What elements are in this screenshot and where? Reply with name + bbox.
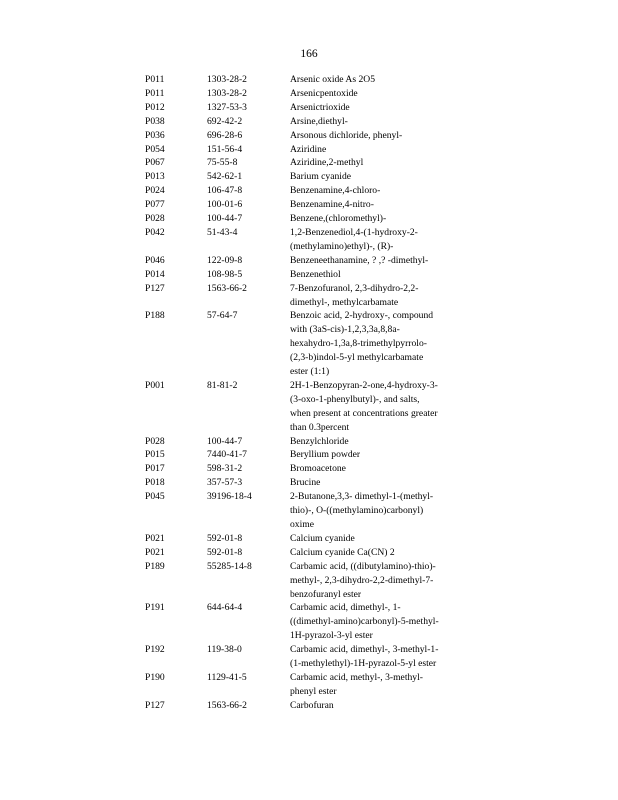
substance-name: Arsine,diethyl- <box>290 115 348 127</box>
cas-number: 100-44-7 <box>207 213 243 225</box>
entry-row <box>145 198 485 212</box>
waste-code: P189 <box>145 560 165 572</box>
cas-number: 106-47-8 <box>207 185 243 197</box>
waste-code: P014 <box>145 268 165 280</box>
entry-row <box>145 699 485 713</box>
waste-code: P190 <box>145 671 165 683</box>
waste-code: P017 <box>145 463 165 475</box>
substance-name: Benzoic acid, 2-hydroxy-, compound with (3aS-cis)-1,2,3,3a,8,8a- hexahydro-1,3a,8-trimethylpyrrolo- (2,3-b)indol-5-yl methylcarbamate ester (1:1) <box>290 310 434 378</box>
entry-row <box>145 560 485 602</box>
cas-number: 55285-14-8 <box>207 560 252 572</box>
cas-number: 57-64-7 <box>207 310 238 322</box>
waste-code: P028 <box>145 435 165 447</box>
substance-name: Carbamic acid, dimethyl-, 3-methyl-1- (1-methylethyl)-1H-pyrazol-5-yl ester <box>290 644 439 670</box>
cas-number: 644-64-4 <box>207 602 243 614</box>
cas-number: 692-42-2 <box>207 115 243 127</box>
waste-code: P077 <box>145 199 165 211</box>
cas-number: 1303-28-2 <box>207 74 247 85</box>
waste-code: P015 <box>145 449 165 461</box>
substance-name: Benzenethiol <box>290 268 341 280</box>
substance-name: 7-Benzofuranol, 2,3-dihydro-2,2- dimethyl-, methylcarbamate <box>290 282 419 308</box>
waste-code: P036 <box>145 129 165 141</box>
waste-code: P191 <box>145 602 165 614</box>
cas-number: 1129-41-5 <box>207 671 247 683</box>
cas-number: 1327-53-3 <box>207 101 247 113</box>
entry-row <box>145 671 485 699</box>
substance-name: Brucine <box>290 477 321 489</box>
entry-row <box>145 212 485 226</box>
waste-code: P001 <box>145 379 165 391</box>
cas-number: 696-28-6 <box>207 129 243 141</box>
cas-number: 122-09-8 <box>207 254 243 266</box>
substance-name: 2H-1-Benzopyran-2-one,4-hydroxy-3- (3-oxo-1-phenylbutyl)-, and salts, when present at concentrations greater than 0.3percent <box>290 379 438 433</box>
entry-row <box>145 448 485 462</box>
entry-row <box>145 435 485 449</box>
waste-code: P012 <box>145 101 165 113</box>
waste-code: P127 <box>145 282 165 294</box>
waste-code: P011 <box>145 87 165 99</box>
substance-name: Arsenicpentoxide <box>290 87 358 99</box>
waste-code: P127 <box>145 699 165 711</box>
cas-number: 39196-18-4 <box>207 491 252 503</box>
substance-name: Bromoacetone <box>290 463 346 475</box>
entry-row <box>145 254 485 268</box>
cas-number: 1563-66-2 <box>207 699 247 711</box>
cas-number: 100-01-6 <box>207 199 243 211</box>
waste-code: P011 <box>145 74 165 85</box>
cas-number: 100-44-7 <box>207 435 243 447</box>
entry-row <box>145 546 485 560</box>
cas-number: 51-43-4 <box>207 226 238 238</box>
substance-name: Calcium cyanide <box>290 532 355 544</box>
cas-number: 75-55-8 <box>207 157 238 169</box>
substance-name: Carbamic acid, dimethyl-, 1- ((dimethyl-amino)carbonyl)-5-methyl- 1H-pyrazol-3-yl ester <box>290 602 439 642</box>
substance-name: Arsenic oxide As 2O5 <box>290 74 375 85</box>
substance-name: Arsonous dichloride, phenyl- <box>290 129 403 141</box>
waste-code: P028 <box>145 213 165 225</box>
substance-name: Benzeneethanamine, ? ,? -dimethyl- <box>290 254 429 266</box>
entry-row <box>145 643 485 671</box>
entry-row <box>145 476 485 490</box>
entry-row <box>145 532 485 546</box>
waste-code: P024 <box>145 185 165 197</box>
cas-number: 108-98-5 <box>207 268 243 280</box>
cas-number: 81-81-2 <box>207 379 238 391</box>
entry-row <box>145 282 485 310</box>
entry-row <box>145 268 485 282</box>
substance-name: Benzenamine,4-nitro- <box>290 199 374 211</box>
substance-name: Aziridine <box>290 143 327 155</box>
waste-code: P192 <box>145 644 165 656</box>
cas-number: 598-31-2 <box>207 463 243 475</box>
entry-row <box>145 226 485 254</box>
cas-number: 1563-66-2 <box>207 282 247 294</box>
cas-number: 592-01-8 <box>207 546 243 558</box>
substance-name: Aziridine,2-methyl <box>290 157 364 169</box>
substance-name: Calcium cyanide Ca(CN) 2 <box>290 546 395 558</box>
entry-row <box>145 143 485 157</box>
waste-code: P045 <box>145 491 165 503</box>
entry-row <box>145 309 485 379</box>
entry-list <box>145 73 485 713</box>
entry-row <box>145 87 485 101</box>
waste-code: P188 <box>145 310 165 322</box>
substance-name: Benzenamine,4-chloro- <box>290 185 381 197</box>
cas-number: 542-62-1 <box>207 171 243 183</box>
cas-number: 151-56-4 <box>207 143 243 155</box>
entry-row <box>145 156 485 170</box>
waste-code: P042 <box>145 226 165 238</box>
substance-name: Benzene,(chloromethyl)- <box>290 213 387 225</box>
cas-number: 592-01-8 <box>207 532 243 544</box>
entry-row <box>145 101 485 115</box>
substance-name: Barium cyanide <box>290 171 352 183</box>
waste-code: P021 <box>145 532 165 544</box>
waste-code: P054 <box>145 143 165 155</box>
substance-name: Carbamic acid, methyl-, 3-methyl- phenyl ester <box>290 671 423 697</box>
entry-row <box>145 115 485 129</box>
substance-name: 1,2-Benzenediol,4-(1-hydroxy-2- (methylamino)ethyl)-, (R)- <box>290 226 418 252</box>
waste-code: P021 <box>145 546 165 558</box>
waste-code: P067 <box>145 157 165 169</box>
substance-name: Carbamic acid, ((dibutylamino)-thio)- methyl-, 2,3-dihydro-2,2-dimethyl-7- benzofuranyl ester <box>290 560 436 600</box>
cas-number: 7440-41-7 <box>207 449 247 461</box>
waste-code: P018 <box>145 477 165 489</box>
entry-row <box>145 462 485 476</box>
cas-number: 357-57-3 <box>207 477 243 489</box>
cas-number: 1303-28-2 <box>207 87 247 99</box>
entry-row <box>145 379 485 435</box>
page-number: 166 <box>300 48 318 60</box>
entry-row <box>145 129 485 143</box>
substance-name: Arsenictrioxide <box>290 101 350 113</box>
substance-name: 2-Butanone,3,3- dimethyl-1-(methyl- thio)-, O-((methylamino)carbonyl) oxime <box>290 491 434 530</box>
waste-code: P046 <box>145 254 165 266</box>
entry-row <box>145 490 485 532</box>
entry-row <box>145 601 485 643</box>
cas-number: 119-38-0 <box>207 644 242 656</box>
waste-code: P013 <box>145 171 165 183</box>
substance-name: Carbofuran <box>290 699 334 711</box>
entry-row <box>145 73 485 87</box>
substance-name: Benzylchloride <box>290 435 349 447</box>
substance-name: Beryllium powder <box>290 449 361 461</box>
entry-row <box>145 170 485 184</box>
entry-row <box>145 184 485 198</box>
waste-code: P038 <box>145 115 165 127</box>
